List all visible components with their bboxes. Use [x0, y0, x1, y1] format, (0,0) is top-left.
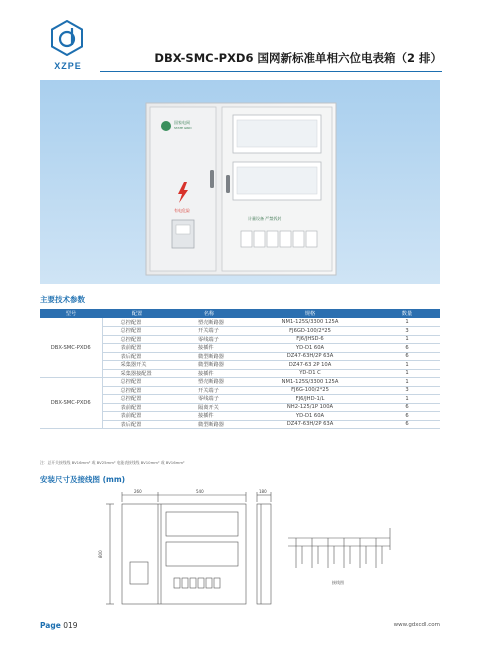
qty-cell: 6 — [374, 403, 440, 412]
front-view-outline — [122, 504, 246, 604]
qty-cell: 6 — [374, 352, 440, 361]
spec-cell: NM1-125S/3300 125A — [246, 318, 374, 327]
table-row — [40, 378, 440, 387]
install-section-title: 安装尺寸及接线图 (mm) — [40, 475, 126, 484]
spec-table-body — [40, 318, 440, 429]
panel-text: 计量设备 严禁拆封 — [248, 216, 282, 221]
header-spec: 规格 — [246, 309, 374, 318]
product-photo — [40, 80, 440, 284]
spec-section-title: 主要技术参数 — [40, 295, 85, 304]
model-cell: DBX-SMC-PXD6 — [40, 318, 102, 378]
dim-height: 800 — [98, 550, 103, 558]
grid-logo-text: 国家电网 — [174, 120, 190, 125]
config-cell: 总控配置 — [102, 395, 172, 404]
qty-cell: 1 — [374, 318, 440, 327]
qty-cell: 1 — [374, 361, 440, 370]
spec-table-header — [40, 309, 440, 318]
website: www.gdxcdl.com — [393, 622, 440, 628]
name-cell: 接插件 — [172, 412, 246, 421]
config-cell: 表前配置 — [102, 403, 172, 412]
spec-cell: FJ6/JHSD-6 — [246, 335, 374, 344]
qty-cell: 1 — [374, 335, 440, 344]
state-grid-logo-icon — [161, 121, 171, 131]
config-cell: 表前配置 — [102, 344, 172, 353]
spec-cell: YD-D1 60A — [246, 344, 374, 353]
config-cell: 总控配置 — [102, 335, 172, 344]
page-label: Page — [40, 621, 61, 630]
config-cell: 总控配置 — [102, 318, 172, 327]
dim-top-left: 260 — [134, 489, 142, 494]
spec-cell: DZ47-63H/2P 63A — [246, 420, 374, 429]
spec-cell: NM1-125S/3300 125A — [246, 378, 374, 387]
page-title: DBX-SMC-PXD6 国网新标准单相六位电表箱（2 排） — [154, 51, 442, 65]
install-drawings — [40, 488, 440, 610]
name-cell: 开关端子 — [172, 386, 246, 395]
spec-table — [40, 309, 440, 429]
brand-logo — [38, 20, 98, 71]
qty-cell: 1 — [374, 395, 440, 404]
header-model: 型号 — [40, 309, 102, 318]
config-cell: 表后配置 — [102, 420, 172, 429]
name-cell: 零线端子 — [172, 335, 246, 344]
header-qty: 数量 — [374, 309, 440, 318]
wiring-caption: 接线图 — [332, 580, 344, 585]
spec-cell: YD-D1 C — [246, 369, 374, 378]
name-cell: 隔离开关 — [172, 403, 246, 412]
spec-cell: FJ6GD-100/2*25 — [246, 327, 374, 336]
page-number — [40, 621, 78, 630]
name-cell: 微型断路器 — [172, 352, 246, 361]
spec-cell: DZ47-63H/2P 63A — [246, 352, 374, 361]
dim-side-top: 180 — [259, 489, 267, 494]
name-cell: 零线端子 — [172, 395, 246, 404]
model-cell: DBX-SMC-PXD6 — [40, 378, 102, 429]
qty-cell: 6 — [374, 344, 440, 353]
config-cell: 表后配置 — [102, 352, 172, 361]
header-name: 名称 — [172, 309, 246, 318]
header-config: 配置 — [102, 309, 172, 318]
config-cell: 总控配置 — [102, 378, 172, 387]
name-cell: 微型断路器 — [172, 420, 246, 429]
table-row — [40, 318, 440, 327]
qty-cell: 1 — [374, 378, 440, 387]
config-cell: 表前配置 — [102, 412, 172, 421]
dim-top-right: 540 — [196, 489, 204, 494]
name-cell: 塑壳断路器 — [172, 378, 246, 387]
config-cell: 采集器接配置 — [102, 369, 172, 378]
qty-cell: 6 — [374, 412, 440, 421]
wiring-diagram — [288, 528, 390, 568]
config-cell: 总控配置 — [102, 327, 172, 336]
header — [100, 50, 442, 68]
name-cell: 塑壳断路器 — [172, 318, 246, 327]
qty-cell: 3 — [374, 327, 440, 336]
config-cell: 采集器开关 — [102, 361, 172, 370]
name-cell: 开关端子 — [172, 327, 246, 336]
grid-logo-text-en: STATE GRID — [174, 126, 192, 130]
qty-cell: 6 — [374, 420, 440, 429]
spec-cell: FJ6G-100/2*25 — [246, 386, 374, 395]
warning-text: 有电危险 — [174, 208, 190, 213]
qty-cell: 1 — [374, 369, 440, 378]
side-view-outline — [257, 504, 271, 604]
name-cell: 接插件 — [172, 344, 246, 353]
brand-name: XZPE — [54, 61, 82, 71]
name-cell: 接插件 — [172, 369, 246, 378]
spec-cell: DZ47-63 2P 10A — [246, 361, 374, 370]
spec-cell: NH2-125/1P 100A — [246, 403, 374, 412]
spec-cell: YD-D1 60A — [246, 412, 374, 421]
spec-note: 注：总开关接线线 BV16mm² 或 BV25mm² 电能表接线线 BV10mm² 或 BV16mm² — [40, 460, 185, 465]
title-underline — [100, 71, 442, 72]
name-cell: 微型断路器 — [172, 361, 246, 370]
config-cell: 总控配置 — [102, 386, 172, 395]
page-number-value: 019 — [63, 621, 78, 630]
brand-logo-icon — [49, 20, 85, 56]
qty-cell: 3 — [374, 386, 440, 395]
spec-cell: FJ6/JHD-1/L — [246, 395, 374, 404]
